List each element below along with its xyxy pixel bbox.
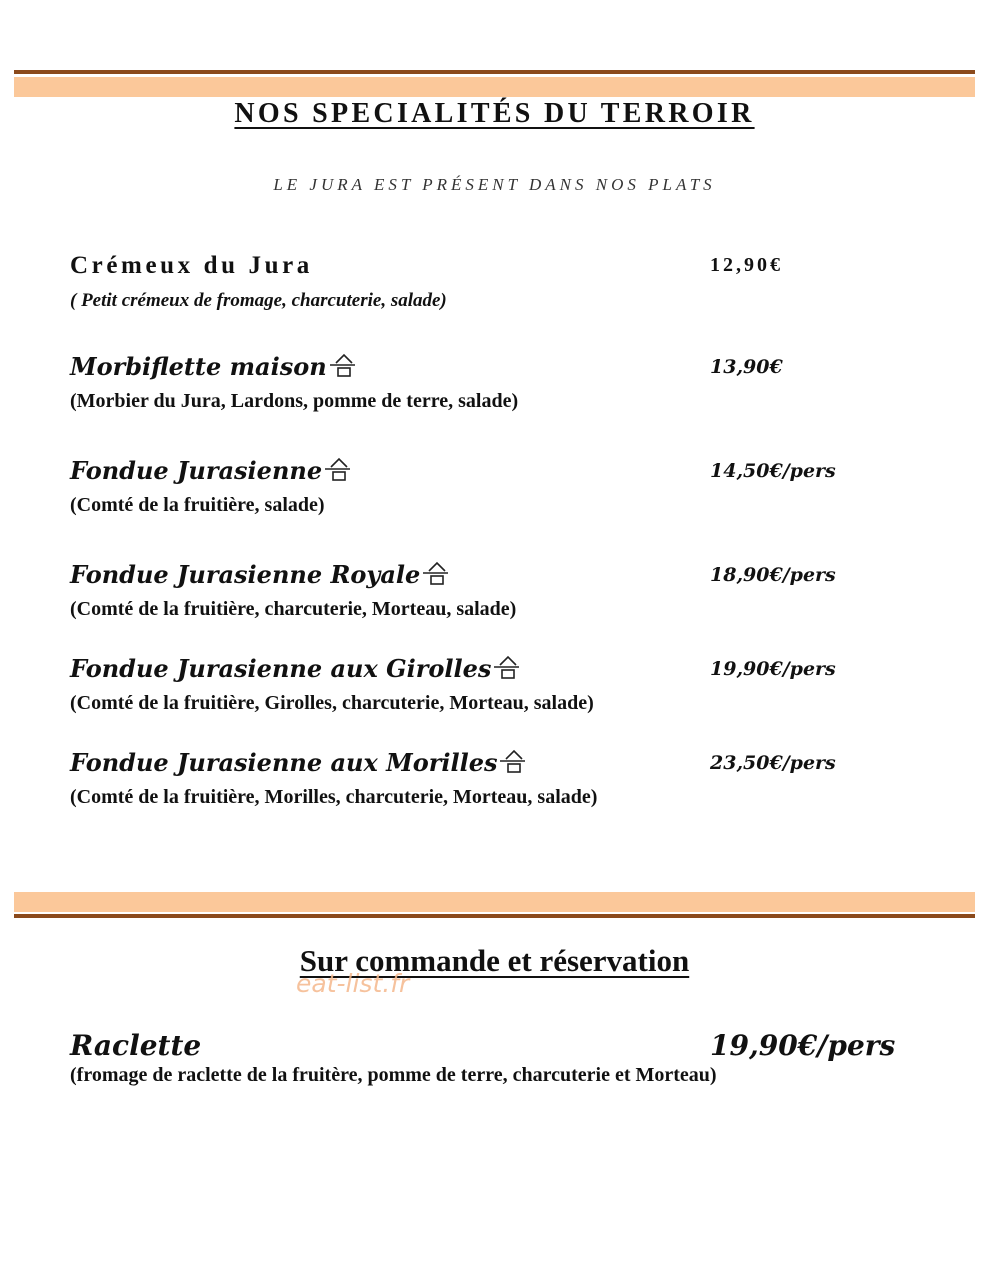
middle-divider-light <box>14 892 975 912</box>
homemade-icon <box>421 560 451 586</box>
homemade-icon <box>323 456 353 482</box>
menu-item-name-row <box>70 654 522 683</box>
menu-item-name-row <box>70 748 528 777</box>
middle-divider-dark <box>14 914 975 918</box>
menu-item-name: Fondue Jurasienne <box>70 456 323 485</box>
watermark: eat-list.fr <box>296 969 410 998</box>
menu-item-price: 23,50€/pers <box>710 752 836 774</box>
menu-item-name: Crémeux du Jura <box>70 252 313 279</box>
menu-item-name: Morbiflette maison <box>70 352 327 381</box>
menu-item-name: Fondue Jurasienne Royale <box>70 560 421 589</box>
menu-item-name: Fondue Jurasienne aux Girolles <box>70 654 492 683</box>
menu-item-price: 12,90€ <box>710 254 783 276</box>
raclette-price: 19,90€/pers <box>710 1029 896 1062</box>
menu-item-price: 13,90€ <box>710 356 783 378</box>
raclette-description: (fromage de raclette de la fruitère, pomme de terre, charcuterie et Morteau) <box>70 1064 717 1086</box>
homemade-icon <box>328 352 358 378</box>
homemade-icon <box>492 654 522 680</box>
raclette-name: Raclette <box>70 1029 202 1062</box>
homemade-icon <box>498 748 528 774</box>
menu-item-name-row <box>70 352 358 381</box>
menu-item-description: (Comté de la fruitière, salade) <box>70 494 325 516</box>
page-subtitle: LE JURA EST PRÉSENT DANS NOS PLATS <box>273 175 716 194</box>
menu-item-description: (Comté de la fruitière, charcuterie, Morteau, salade) <box>70 598 517 620</box>
menu-item-name-row <box>70 560 451 589</box>
menu-item-description: (Comté de la fruitière, Girolles, charcuterie, Morteau, salade) <box>70 692 594 714</box>
menu-item-price: 19,90€/pers <box>710 658 836 680</box>
menu-item-price: 18,90€/pers <box>710 564 836 586</box>
menu-item-description: (Morbier du Jura, Lardons, pomme de terre, salade) <box>70 390 519 412</box>
menu-item-description: (Comté de la fruitière, Morilles, charcuterie, Morteau, salade) <box>70 786 598 808</box>
menu-item-price: 14,50€/pers <box>710 460 836 482</box>
top-divider-light <box>14 77 975 97</box>
menu-item-name: Fondue Jurasienne aux Morilles <box>70 748 498 777</box>
page-title: NOS SPECIALITÉS DU TERROIR <box>234 98 755 129</box>
top-divider-dark <box>14 70 975 74</box>
menu-item-name-row <box>70 456 353 485</box>
section-title: Sur commande et réservation <box>299 943 690 978</box>
menu-item-description: ( Petit crémeux de fromage, charcuterie, salade) <box>70 290 447 311</box>
